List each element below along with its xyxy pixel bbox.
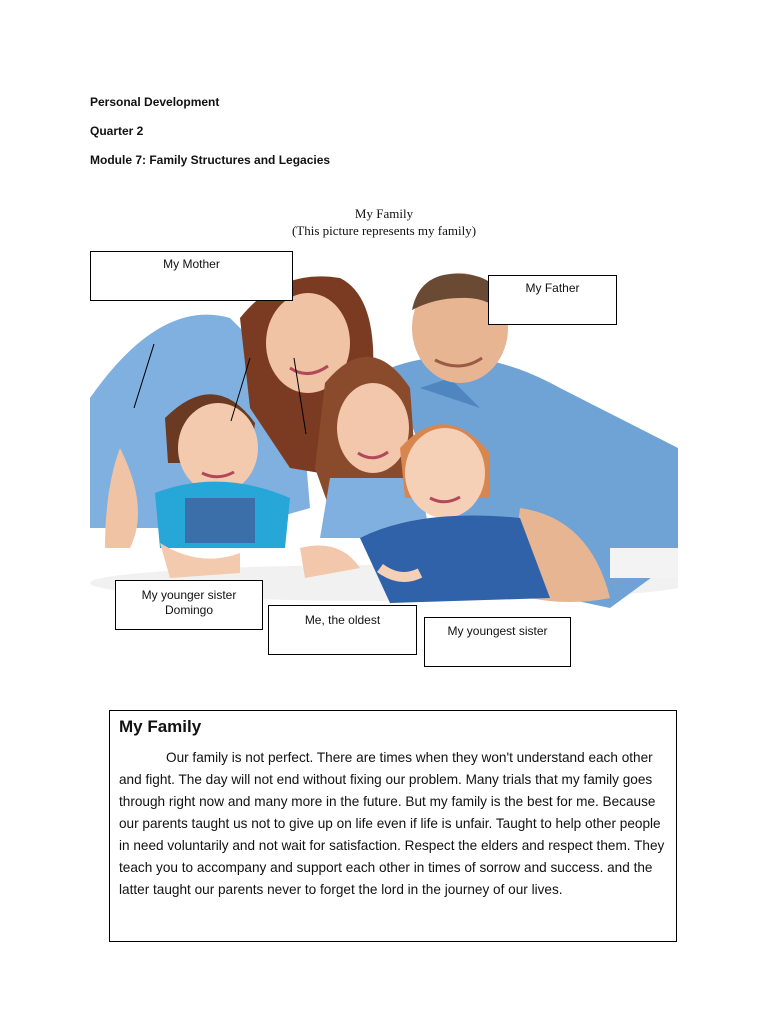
- label-younger-sister-line1: My younger sister: [141, 588, 237, 602]
- quarter-heading: Quarter 2: [90, 124, 144, 138]
- label-me-the-oldest: Me, the oldest: [268, 605, 417, 655]
- module-heading: Module 7: Family Structures and Legacies: [90, 153, 331, 167]
- label-younger-sister: [115, 580, 263, 630]
- label-my-father: My Father: [488, 275, 617, 325]
- figure-title: My Family: [354, 206, 414, 221]
- essay-box: [109, 710, 677, 942]
- essay-body: Our family is not perfect. There are times when they won't understand each other and fight. The day will not end without fixing our problem. Many trials that my family goes through right now and many more in the future. But my family is the best for me. Because our parents taught us not to give up on life even if life is unfair. Taught to help other people in need voluntarily and not wait for satisfaction. Respect the elders and respect them. They teach you to accompany and support each other in times of sorrow and success. and the latter taught our parents never to forget the lord in the journey of our lives.: [119, 750, 665, 897]
- subject-heading: Personal Development: [90, 95, 220, 109]
- label-my-mother: My Mother: [90, 251, 293, 301]
- label-my-youngest-sister: My youngest sister: [424, 617, 571, 667]
- essay-title: My Family: [119, 717, 202, 736]
- label-younger-sister-line2: Domingo: [164, 603, 214, 617]
- figure-subtitle: (This picture represents my family): [291, 223, 477, 238]
